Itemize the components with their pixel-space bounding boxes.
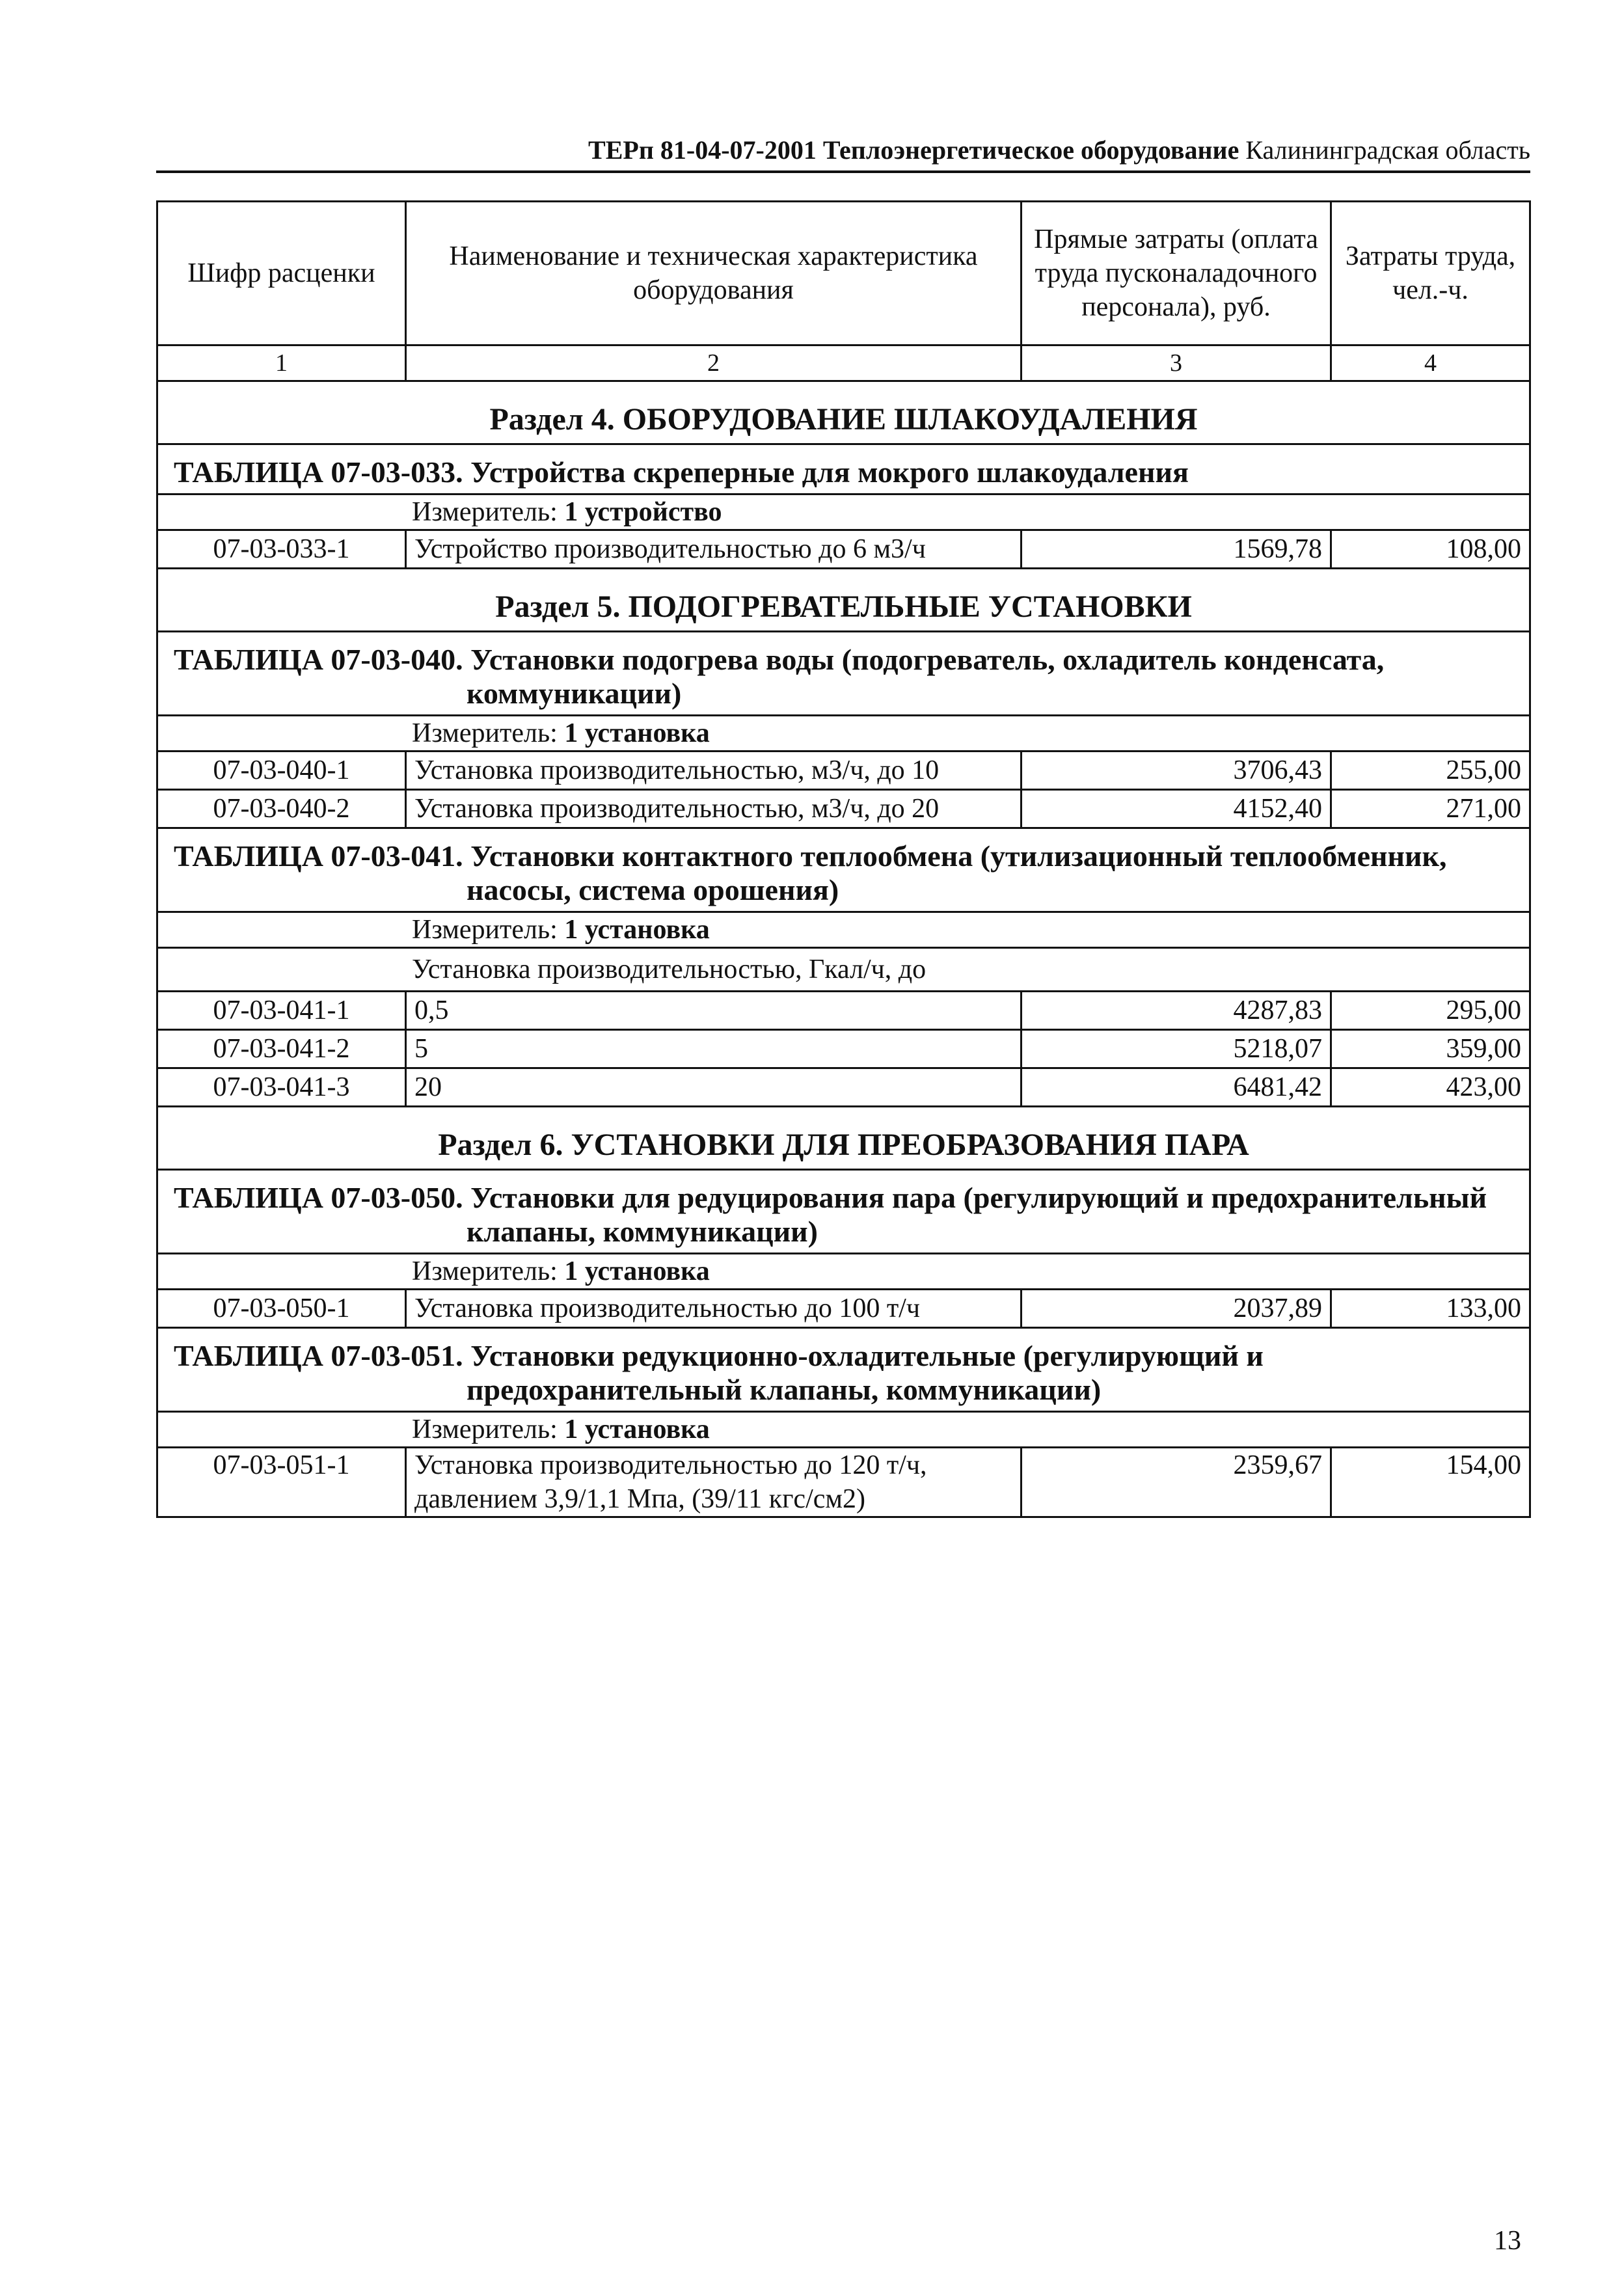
rate-code: 07-03-040-2 bbox=[157, 790, 406, 828]
table-title-text: ТАБЛИЦА 07-03-051. Установки редукционно-охладительные (регулирующий и предохранительный клапаны, коммуникации) bbox=[174, 1339, 1264, 1406]
equipment-name: Устройство производительностью до 6 м3/ч bbox=[406, 530, 1022, 569]
table-title-row bbox=[157, 632, 1530, 716]
table-row bbox=[157, 1030, 1530, 1068]
column-number-row bbox=[157, 345, 1530, 381]
header-rate-code: Шифр расценки bbox=[157, 202, 406, 345]
table-row bbox=[157, 1068, 1530, 1107]
measure-row bbox=[157, 1254, 1530, 1290]
equipment-name: 0,5 bbox=[406, 992, 1022, 1030]
table-title-row bbox=[157, 1328, 1530, 1412]
measure-row bbox=[157, 912, 1530, 948]
page-number: 13 bbox=[1494, 2226, 1521, 2256]
table-row bbox=[157, 1290, 1530, 1328]
measure-value: 1 установка bbox=[564, 1415, 710, 1444]
labor-cost: 359,00 bbox=[1331, 1030, 1530, 1068]
table-title-text: ТАБЛИЦА 07-03-033. Устройства скреперные для мокрого шлакоудаления bbox=[174, 455, 1189, 489]
subheader-text: Установка производительностью, Гкал/ч, до bbox=[157, 948, 1530, 992]
section-title: Раздел 4. ОБОРУДОВАНИЕ ШЛАКОУДАЛЕНИЯ bbox=[157, 381, 1530, 444]
table-row bbox=[157, 1448, 1530, 1517]
direct-cost: 5218,07 bbox=[1022, 1030, 1331, 1068]
table-title-text: ТАБЛИЦА 07-03-050. Установки для редуцирования пара (регулирующий и предохранительный клапаны, коммуникации) bbox=[174, 1181, 1487, 1248]
labor-cost: 108,00 bbox=[1331, 530, 1530, 569]
labor-cost: 255,00 bbox=[1331, 752, 1530, 790]
rate-code: 07-03-041-2 bbox=[157, 1030, 406, 1068]
table-title bbox=[157, 632, 1530, 716]
rate-code: 07-03-041-1 bbox=[157, 992, 406, 1030]
column-number: 4 bbox=[1331, 345, 1530, 381]
rate-code: 07-03-040-1 bbox=[157, 752, 406, 790]
measure-value: 1 установка bbox=[564, 915, 710, 945]
measure-unit bbox=[157, 494, 1530, 530]
document-code: ТЕРп 81-04-07-2001 bbox=[588, 135, 817, 165]
rate-code: 07-03-033-1 bbox=[157, 530, 406, 569]
table-title-row bbox=[157, 1170, 1530, 1254]
rate-code: 07-03-041-3 bbox=[157, 1068, 406, 1107]
measure-row bbox=[157, 716, 1530, 752]
document-title: Теплоэнергетическое оборудование bbox=[822, 135, 1239, 165]
table-title bbox=[157, 444, 1530, 494]
table-title bbox=[157, 1328, 1530, 1412]
table-title bbox=[157, 828, 1530, 912]
running-head-text bbox=[588, 135, 1530, 165]
rate-code: 07-03-051-1 bbox=[157, 1448, 406, 1517]
measure-label: Измеритель: bbox=[412, 1415, 558, 1444]
document-region: Калининградская область bbox=[1245, 135, 1530, 165]
measure-unit bbox=[157, 1254, 1530, 1290]
labor-cost: 154,00 bbox=[1331, 1448, 1530, 1517]
direct-cost: 2037,89 bbox=[1022, 1290, 1331, 1328]
equipment-name: 5 bbox=[406, 1030, 1022, 1068]
measure-row bbox=[157, 1412, 1530, 1448]
table-title-row bbox=[157, 828, 1530, 912]
column-number: 3 bbox=[1022, 345, 1331, 381]
direct-cost: 4152,40 bbox=[1022, 790, 1331, 828]
measure-label: Измеритель: bbox=[412, 718, 558, 748]
header-equipment-name: Наименование и техническая характеристика оборудования bbox=[406, 202, 1022, 345]
table-row bbox=[157, 790, 1530, 828]
column-number: 2 bbox=[406, 345, 1022, 381]
section-title: Раздел 5. ПОДОГРЕВАТЕЛЬНЫЕ УСТАНОВКИ bbox=[157, 569, 1530, 632]
table-title-text: ТАБЛИЦА 07-03-041. Установки контактного теплообмена (утилизационный теплообменник, насосы, система орошения) bbox=[174, 839, 1447, 906]
direct-cost: 4287,83 bbox=[1022, 992, 1331, 1030]
table-row bbox=[157, 530, 1530, 569]
table-row bbox=[157, 752, 1530, 790]
labor-cost: 271,00 bbox=[1331, 790, 1530, 828]
table-title bbox=[157, 1170, 1530, 1254]
equipment-name: 20 bbox=[406, 1068, 1022, 1107]
direct-cost: 3706,43 bbox=[1022, 752, 1331, 790]
section-title: Раздел 6. УСТАНОВКИ ДЛЯ ПРЕОБРАЗОВАНИЯ ПАРА bbox=[157, 1107, 1530, 1170]
direct-cost: 6481,42 bbox=[1022, 1068, 1331, 1107]
header-direct-costs: Прямые затраты (оплата труда пусконаладочного персонала), руб. bbox=[1022, 202, 1331, 345]
measure-label: Измеритель: bbox=[412, 497, 558, 527]
labor-cost: 133,00 bbox=[1331, 1290, 1530, 1328]
rate-code: 07-03-050-1 bbox=[157, 1290, 406, 1328]
labor-cost: 295,00 bbox=[1331, 992, 1530, 1030]
table-row bbox=[157, 992, 1530, 1030]
equipment-name: Установка производительностью до 120 т/ч, давлением 3,9/1,1 Мпа, (39/11 кгс/см2) bbox=[406, 1448, 1022, 1517]
section-heading-row bbox=[157, 1107, 1530, 1170]
header-labor-costs: Затраты труда, чел.-ч. bbox=[1331, 202, 1530, 345]
measure-label: Измеритель: bbox=[412, 1256, 558, 1286]
labor-cost: 423,00 bbox=[1331, 1068, 1530, 1107]
equipment-name: Установка производительностью, м3/ч, до 20 bbox=[406, 790, 1022, 828]
direct-cost: 1569,78 bbox=[1022, 530, 1331, 569]
measure-unit bbox=[157, 1412, 1530, 1448]
table-header-row bbox=[157, 202, 1530, 345]
table-title-text: ТАБЛИЦА 07-03-040. Установки подогрева воды (подогреватель, охладитель конденсата, коммуникации) bbox=[174, 643, 1385, 710]
section-heading-row bbox=[157, 569, 1530, 632]
column-number: 1 bbox=[157, 345, 406, 381]
section-heading-row bbox=[157, 381, 1530, 444]
subheader-row bbox=[157, 948, 1530, 992]
measure-unit bbox=[157, 716, 1530, 752]
table-title-row bbox=[157, 444, 1530, 494]
direct-cost: 2359,67 bbox=[1022, 1448, 1331, 1517]
measure-unit bbox=[157, 912, 1530, 948]
rates-table bbox=[156, 200, 1531, 1518]
running-head bbox=[156, 128, 1530, 173]
measure-value: 1 устройство bbox=[564, 497, 722, 527]
measure-label: Измеритель: bbox=[412, 915, 558, 945]
measure-value: 1 установка bbox=[564, 1256, 710, 1286]
measure-value: 1 установка bbox=[564, 718, 710, 748]
equipment-name: Установка производительностью, м3/ч, до 10 bbox=[406, 752, 1022, 790]
equipment-name: Установка производительностью до 100 т/ч bbox=[406, 1290, 1022, 1328]
measure-row bbox=[157, 494, 1530, 530]
